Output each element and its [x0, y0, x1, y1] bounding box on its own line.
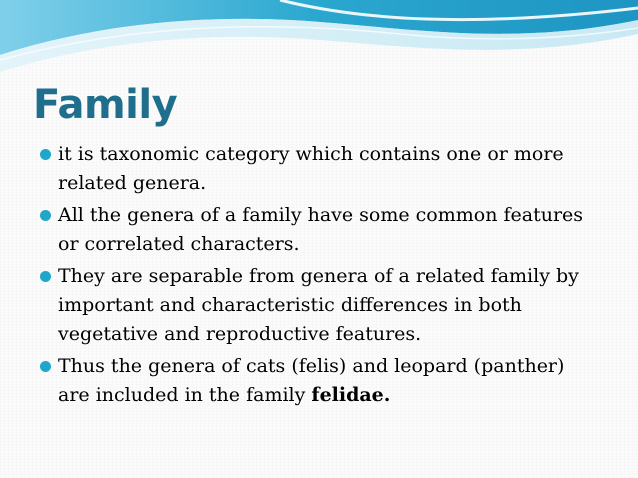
- header-wave-decoration: [0, 0, 638, 80]
- bullet-text: They are separable from genera of a related family by important and characteristic differences in both vegetative and reproductive features.: [58, 265, 579, 345]
- bullet-text: All the genera of a family have some common features or correlated characters.: [58, 204, 584, 255]
- bullet-item: [40, 262, 600, 349]
- bullet-text: Thus the genera of cats (felis) and leopard (panther) are included in the family: [58, 355, 565, 406]
- bullet-item: [40, 201, 600, 259]
- bullet-dot-icon: [40, 149, 51, 160]
- bullet-list: [40, 140, 600, 413]
- bullet-dot-icon: [40, 271, 51, 282]
- bold-term-felidae: felidae.: [311, 384, 391, 406]
- bullet-dot-icon: [40, 210, 51, 221]
- bullet-dot-icon: [40, 361, 51, 372]
- bullet-item: [40, 352, 600, 410]
- bullet-text: it is taxonomic category which contains one or more related genera.: [58, 143, 564, 194]
- bullet-item: [40, 140, 600, 198]
- slide-title: Family: [33, 82, 178, 128]
